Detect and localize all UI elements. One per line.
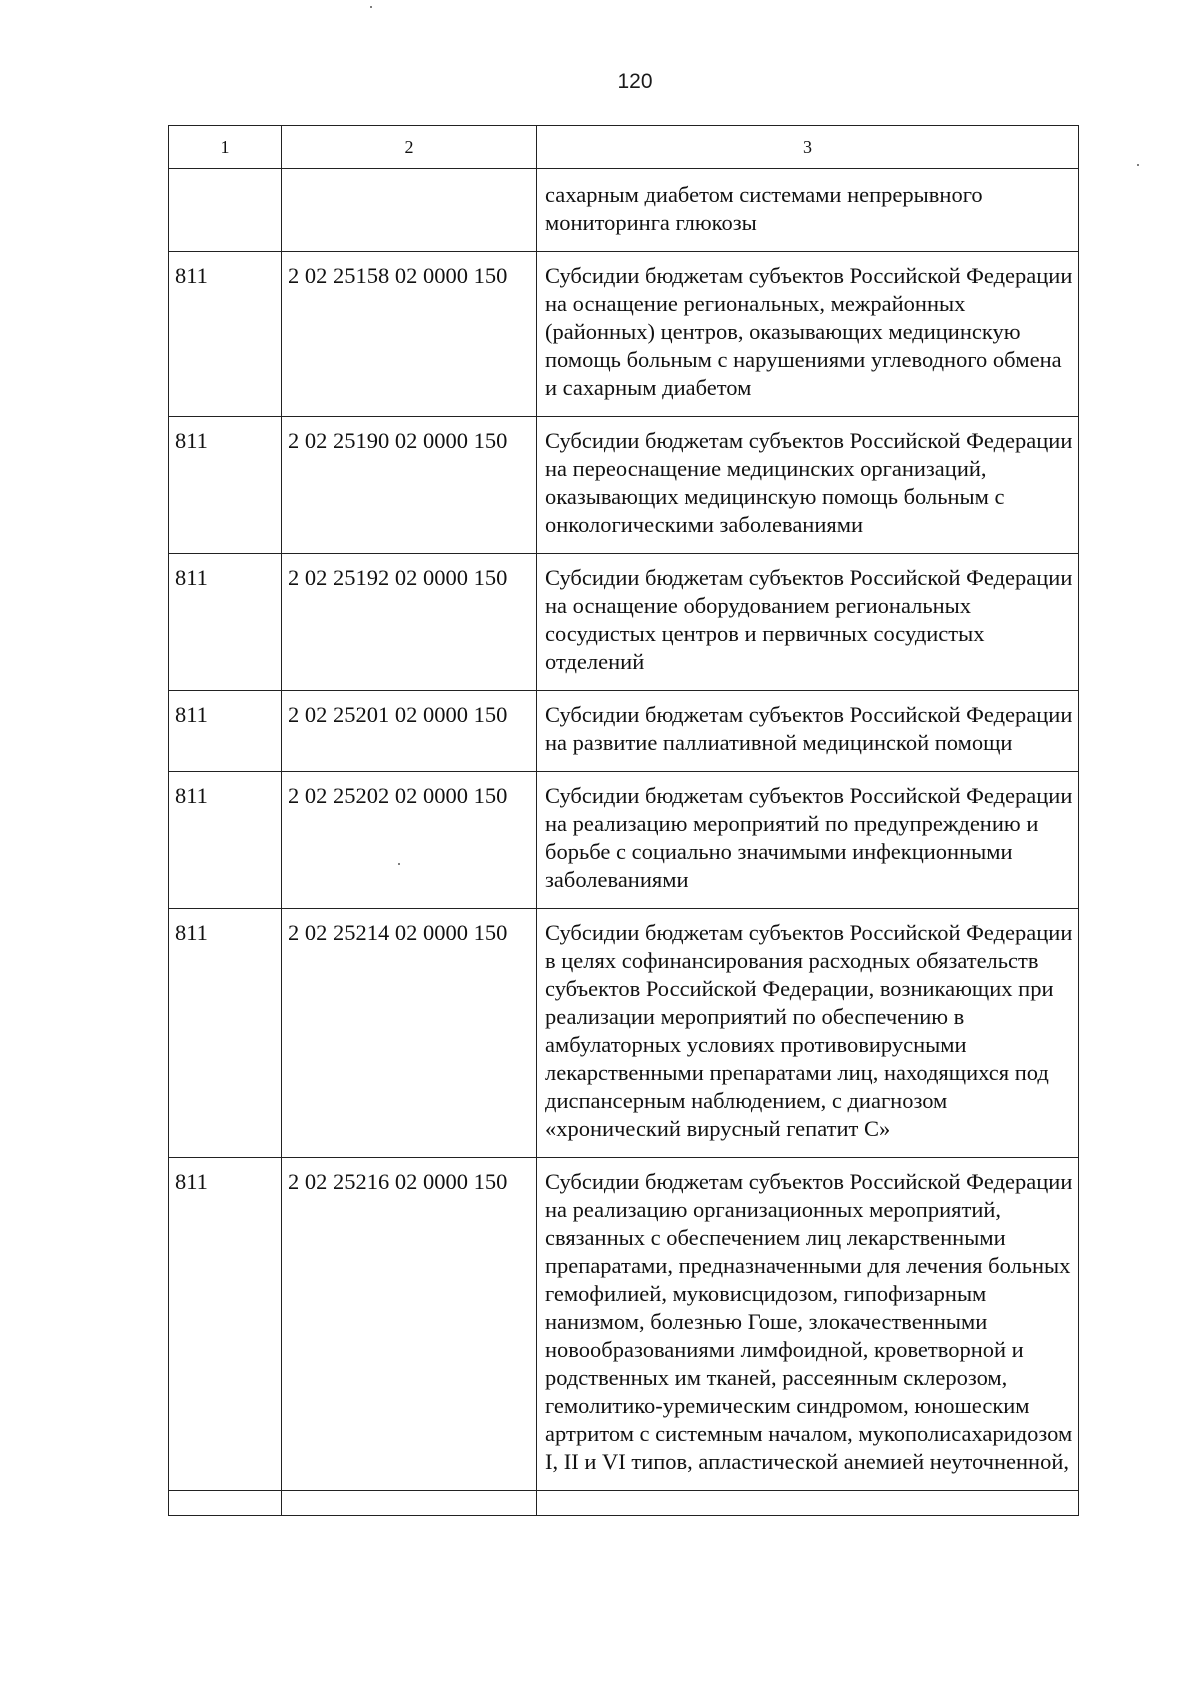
code-cell: 2 02 25214 02 0000 150 bbox=[282, 909, 537, 1158]
column-header-1: 1 bbox=[169, 126, 282, 169]
description-cell: Субсидии бюджетам субъектов Российской Федерации на реализацию мероприятий по предупреждению и борьбе с социально значимыми инфекционными заболеваниями bbox=[537, 772, 1079, 909]
table-row bbox=[169, 554, 1079, 691]
description-cell: Субсидии бюджетам субъектов Российской Федерации на переоснащение медицинских организаций, оказывающих медицинскую помощь больным с онкологическими заболеваниями bbox=[537, 417, 1079, 554]
code-cell bbox=[282, 169, 537, 252]
chapter-cell: 811 bbox=[169, 417, 282, 554]
table-row bbox=[169, 1491, 1079, 1516]
scan-speck bbox=[1137, 164, 1139, 166]
budget-codes-table bbox=[168, 125, 1079, 1516]
code-cell: 2 02 25158 02 0000 150 bbox=[282, 252, 537, 417]
code-cell bbox=[282, 1491, 537, 1516]
table-header-row bbox=[169, 126, 1079, 169]
code-cell: 2 02 25202 02 0000 150 bbox=[282, 772, 537, 909]
table-row bbox=[169, 691, 1079, 772]
description-cell: Субсидии бюджетам субъектов Российской Федерации в целях софинансирования расходных обязательств субъектов Российской Федерации, возникающих при реализации мероприятий по обеспечению в амбулаторных условиях противовирусными лекарственными препаратами лиц, находящихся под диспансерным наблюдением, с диагнозом «хронический вирусный гепатит С» bbox=[537, 909, 1079, 1158]
description-cell: Субсидии бюджетам субъектов Российской Федерации на оснащение оборудованием региональных сосудистых центров и первичных сосудистых отделений bbox=[537, 554, 1079, 691]
chapter-cell bbox=[169, 1491, 282, 1516]
table-row bbox=[169, 772, 1079, 909]
scan-speck bbox=[370, 6, 372, 8]
chapter-cell: 811 bbox=[169, 909, 282, 1158]
table-row bbox=[169, 252, 1079, 417]
chapter-cell: 811 bbox=[169, 252, 282, 417]
code-cell: 2 02 25190 02 0000 150 bbox=[282, 417, 537, 554]
code-cell: 2 02 25192 02 0000 150 bbox=[282, 554, 537, 691]
table-row bbox=[169, 417, 1079, 554]
code-cell: 2 02 25201 02 0000 150 bbox=[282, 691, 537, 772]
description-cell: Субсидии бюджетам субъектов Российской Федерации на развитие паллиативной медицинской помощи bbox=[537, 691, 1079, 772]
table-row-continuation bbox=[169, 169, 1079, 252]
description-cell: сахарным диабетом системами непрерывного мониторинга глюкозы bbox=[537, 169, 1079, 252]
chapter-cell: 811 bbox=[169, 554, 282, 691]
chapter-cell bbox=[169, 169, 282, 252]
chapter-cell: 811 bbox=[169, 772, 282, 909]
table-row bbox=[169, 909, 1079, 1158]
table-row bbox=[169, 1158, 1079, 1491]
description-cell: Субсидии бюджетам субъектов Российской Федерации на оснащение региональных, межрайонных (районных) центров, оказывающих медицинскую помощь больным с нарушениями углеводного обмена и сахарным диабетом bbox=[537, 252, 1079, 417]
page-number: 120 bbox=[617, 70, 653, 93]
description-cell bbox=[537, 1491, 1079, 1516]
description-cell: Субсидии бюджетам субъектов Российской Федерации на реализацию организационных мероприятий, связанных с обеспечением лиц лекарственными препаратами, предназначенными для лечения больных гемофилией, муковисцидозом, гипофизарным нанизмом, болезнью Гоше, злокачественными новообразованиями лимфоидной, кроветворной и родственных им тканей, рассеянным склерозом, гемолитико-уремическим синдромом, юношеским артритом с системным началом, мукополисахаридозом I, II и VI типов, апластической анемией неуточненной, bbox=[537, 1158, 1079, 1491]
chapter-cell: 811 bbox=[169, 1158, 282, 1491]
code-cell: 2 02 25216 02 0000 150 bbox=[282, 1158, 537, 1491]
column-header-3: 3 bbox=[537, 126, 1079, 169]
chapter-cell: 811 bbox=[169, 691, 282, 772]
column-header-2: 2 bbox=[282, 126, 537, 169]
scan-speck bbox=[398, 863, 400, 865]
